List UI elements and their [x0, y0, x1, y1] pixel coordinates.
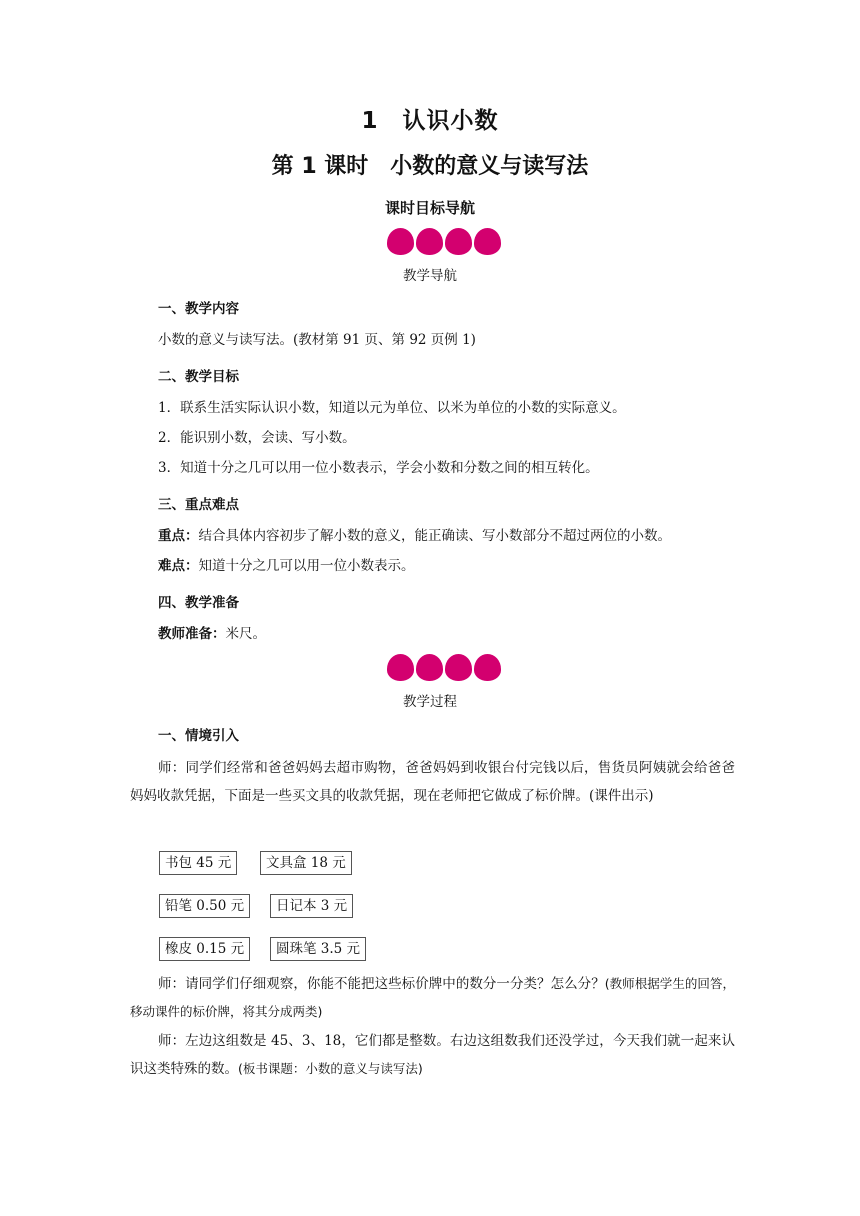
petal-icon [445, 228, 472, 255]
classify-text: 师：请同学们仔细观察，你能不能把这些标价牌中的数分一分类？怎么分？ [158, 976, 605, 992]
goals-heading: 二、教学目标 [158, 369, 239, 385]
price-tag: 文具盒 18 元 [260, 851, 352, 875]
process-label: 教学过程 [403, 694, 457, 710]
petal-icon [416, 654, 443, 681]
petal-icon [416, 228, 443, 255]
key-point-label: 重点： [158, 528, 199, 544]
price-tag: 铅笔 0.50 元 [159, 894, 250, 918]
goal-item: 1．联系生活实际认识小数，知道以元为单位、以米为单位的小数的实际意义。 [158, 400, 626, 416]
petal-icon [387, 228, 414, 255]
price-tag: 圆珠笔 3.5 元 [270, 937, 366, 961]
classify-note: (教师根据学生的回答，移动课件的标价牌，将其分成两类) [130, 976, 735, 1019]
petal-icon [445, 654, 472, 681]
classify-paragraph [130, 970, 735, 1026]
goal-item: 3．知道十分之几可以用一位小数表示，学会小数和分数之间的相互转化。 [158, 460, 599, 476]
flower-divider-top [387, 228, 501, 255]
petal-icon [474, 228, 501, 255]
summary-note: (板书课题：小数的意义与读写法) [238, 1061, 423, 1076]
prep-text: 米尺。 [225, 626, 266, 642]
prep-label: 教师准备： [158, 626, 226, 642]
intro-paragraph: 师：同学们经常和爸爸妈妈去超市购物，爸爸妈妈到收银台付完钱以后，售货员阿姨就会给爸爸妈妈收款凭据，下面是一些买文具的收款凭据，现在老师把它做成了标价牌。(课件出示) [130, 760, 735, 804]
flower-divider-bottom [387, 654, 501, 681]
prep-heading: 四、教学准备 [158, 595, 239, 611]
key-heading: 三、重点难点 [158, 497, 239, 513]
content-heading: 一、教学内容 [158, 301, 239, 317]
nav-heading: 课时目标导航 [384, 199, 475, 217]
difficult-label: 难点： [158, 558, 199, 574]
price-tag: 橡皮 0.15 元 [159, 937, 250, 961]
key-point [158, 526, 671, 546]
intro-heading: 一、情境引入 [158, 728, 239, 744]
key-point-text: 结合具体内容初步了解小数的意义，能正确读、写小数部分不超过两位的小数。 [198, 528, 671, 544]
difficult-point [158, 556, 415, 576]
price-tag: 日记本 3 元 [270, 894, 353, 918]
goal-item: 2．能识别小数，会读、写小数。 [158, 430, 356, 446]
summary-paragraph [130, 1027, 735, 1083]
unit-title: 1 认识小数 [361, 108, 499, 134]
prep-line [158, 624, 266, 644]
content-text: 小数的意义与读写法。(教材第 91 页、第 92 页例 1) [158, 332, 476, 348]
difficult-text: 知道十分之几可以用一位小数表示。 [198, 558, 415, 574]
petal-icon [387, 654, 414, 681]
petal-icon [474, 654, 501, 681]
teaching-nav-label: 教学导航 [403, 268, 457, 284]
price-tag: 书包 45 元 [159, 851, 237, 875]
lesson-title: 第 1 课时 小数的意义与读写法 [271, 154, 589, 179]
summary-text: 师：左边这组数是 45、3、18，它们都是整数。右边这组数我们还没学过，今天我们就一起来认识这类特殊的数。 [130, 1033, 735, 1077]
